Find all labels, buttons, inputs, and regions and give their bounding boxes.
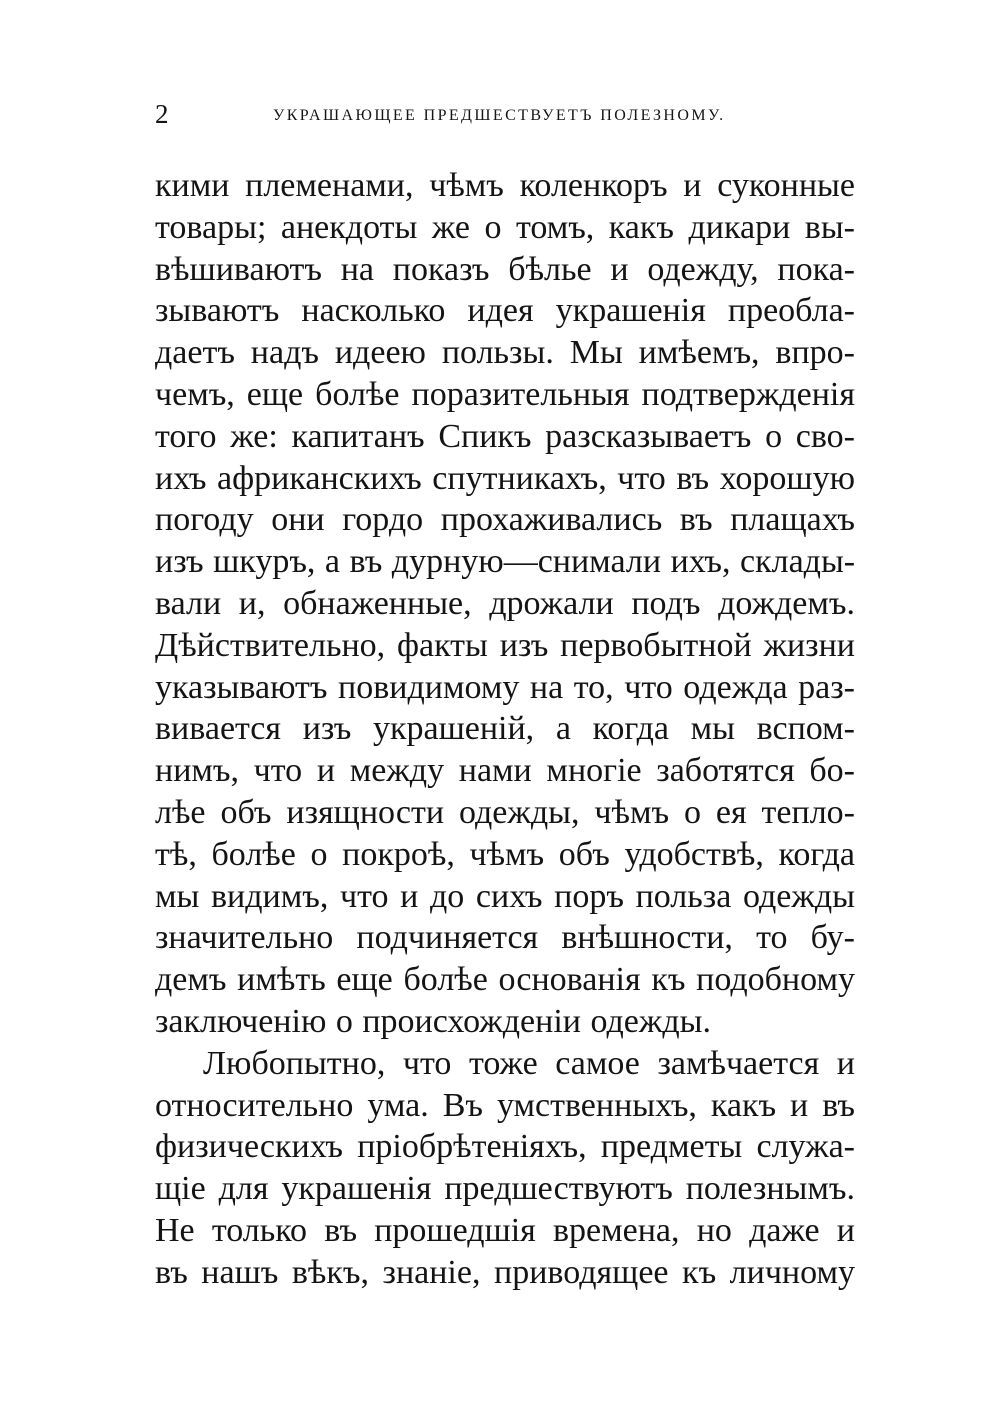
running-head-title: УКРАШАЮЩЕЕ ПРЕДШЕСТВУЕТЪ ПОЛЕЗНОМУ. [273,107,726,124]
text-line-13: указываютъ повидимому на то, что одежда раз- [155,668,855,706]
text-line-23: относительно ума. Въ умственныхъ, какъ и въ [155,1086,855,1124]
body-text [155,165,855,1294]
page-number: 2 [155,99,169,129]
text-line-12: Дѣйствительно, факты изъ первобытной жизни [155,626,855,664]
text-line-18: мы видимъ, что и до сихъ поръ польза одежды [155,877,855,915]
text-line-4: зываютъ насколько идея украшенія преобла- [155,292,855,330]
text-line-8: ихъ африканскихъ спутникахъ, что въ хорошую [155,459,855,497]
text-line-17: тѣ, болѣе о покроѣ, чѣмъ объ удобствѣ, когда [155,835,855,873]
text-line-21: заключенію о происхожденіи одежды. [155,1002,711,1040]
text-line-25: щіе для украшенія предшествуютъ полезнымъ. [155,1170,855,1208]
text-line-15: нимъ, что и между нами многіе заботятся бо- [155,752,855,790]
text-line-9: погоду они гордо прохаживались въ плащахъ [155,501,855,539]
text-line-27: въ нашъ вѣкъ, знаніе, приводящее къ личному [155,1253,855,1291]
text-line-11: вали и, обнаженные, дрожали подъ дождемъ. [155,584,855,622]
text-line-5: даетъ надъ идеею пользы. Мы имѣемъ, впро- [155,334,855,372]
text-line-10: изъ шкуръ, а въ дурную—снимали ихъ, склады- [155,543,856,581]
text-line-19: значительно подчиняется внѣшности, то бу- [155,919,855,957]
text-line-14: вивается изъ украшеній, а когда мы вспом- [155,710,855,748]
text-line-1: кими племенами, чѣмъ коленкоръ и суконные [155,167,855,204]
text-line-24: физическихъ пріобрѣтеніяхъ, предметы служа- [155,1128,855,1166]
text-line-16: лѣе объ изящности одежды, чѣмъ о ея тепло- [155,793,855,831]
text-line-2: товары; анекдоты же о томъ, какъ дикари вы- [155,208,855,246]
text-line-26: Не только въ прошедшія времена, но даже и [155,1211,855,1249]
text-line-6: чемъ, еще болѣе поразительныя подтвержденія [155,375,855,413]
text-line-20: демъ имѣть еще болѣе основанія къ подобному [155,961,855,999]
text-line-22: Любопытно, что тоже самое замѣчается и [203,1044,855,1082]
text-line-7: того же: капитанъ Спикъ разсказываетъ о сво- [155,417,855,455]
running-head [155,98,855,132]
text-line-3: вѣшиваютъ на показъ бѣлье и одежду, пока- [155,250,855,288]
